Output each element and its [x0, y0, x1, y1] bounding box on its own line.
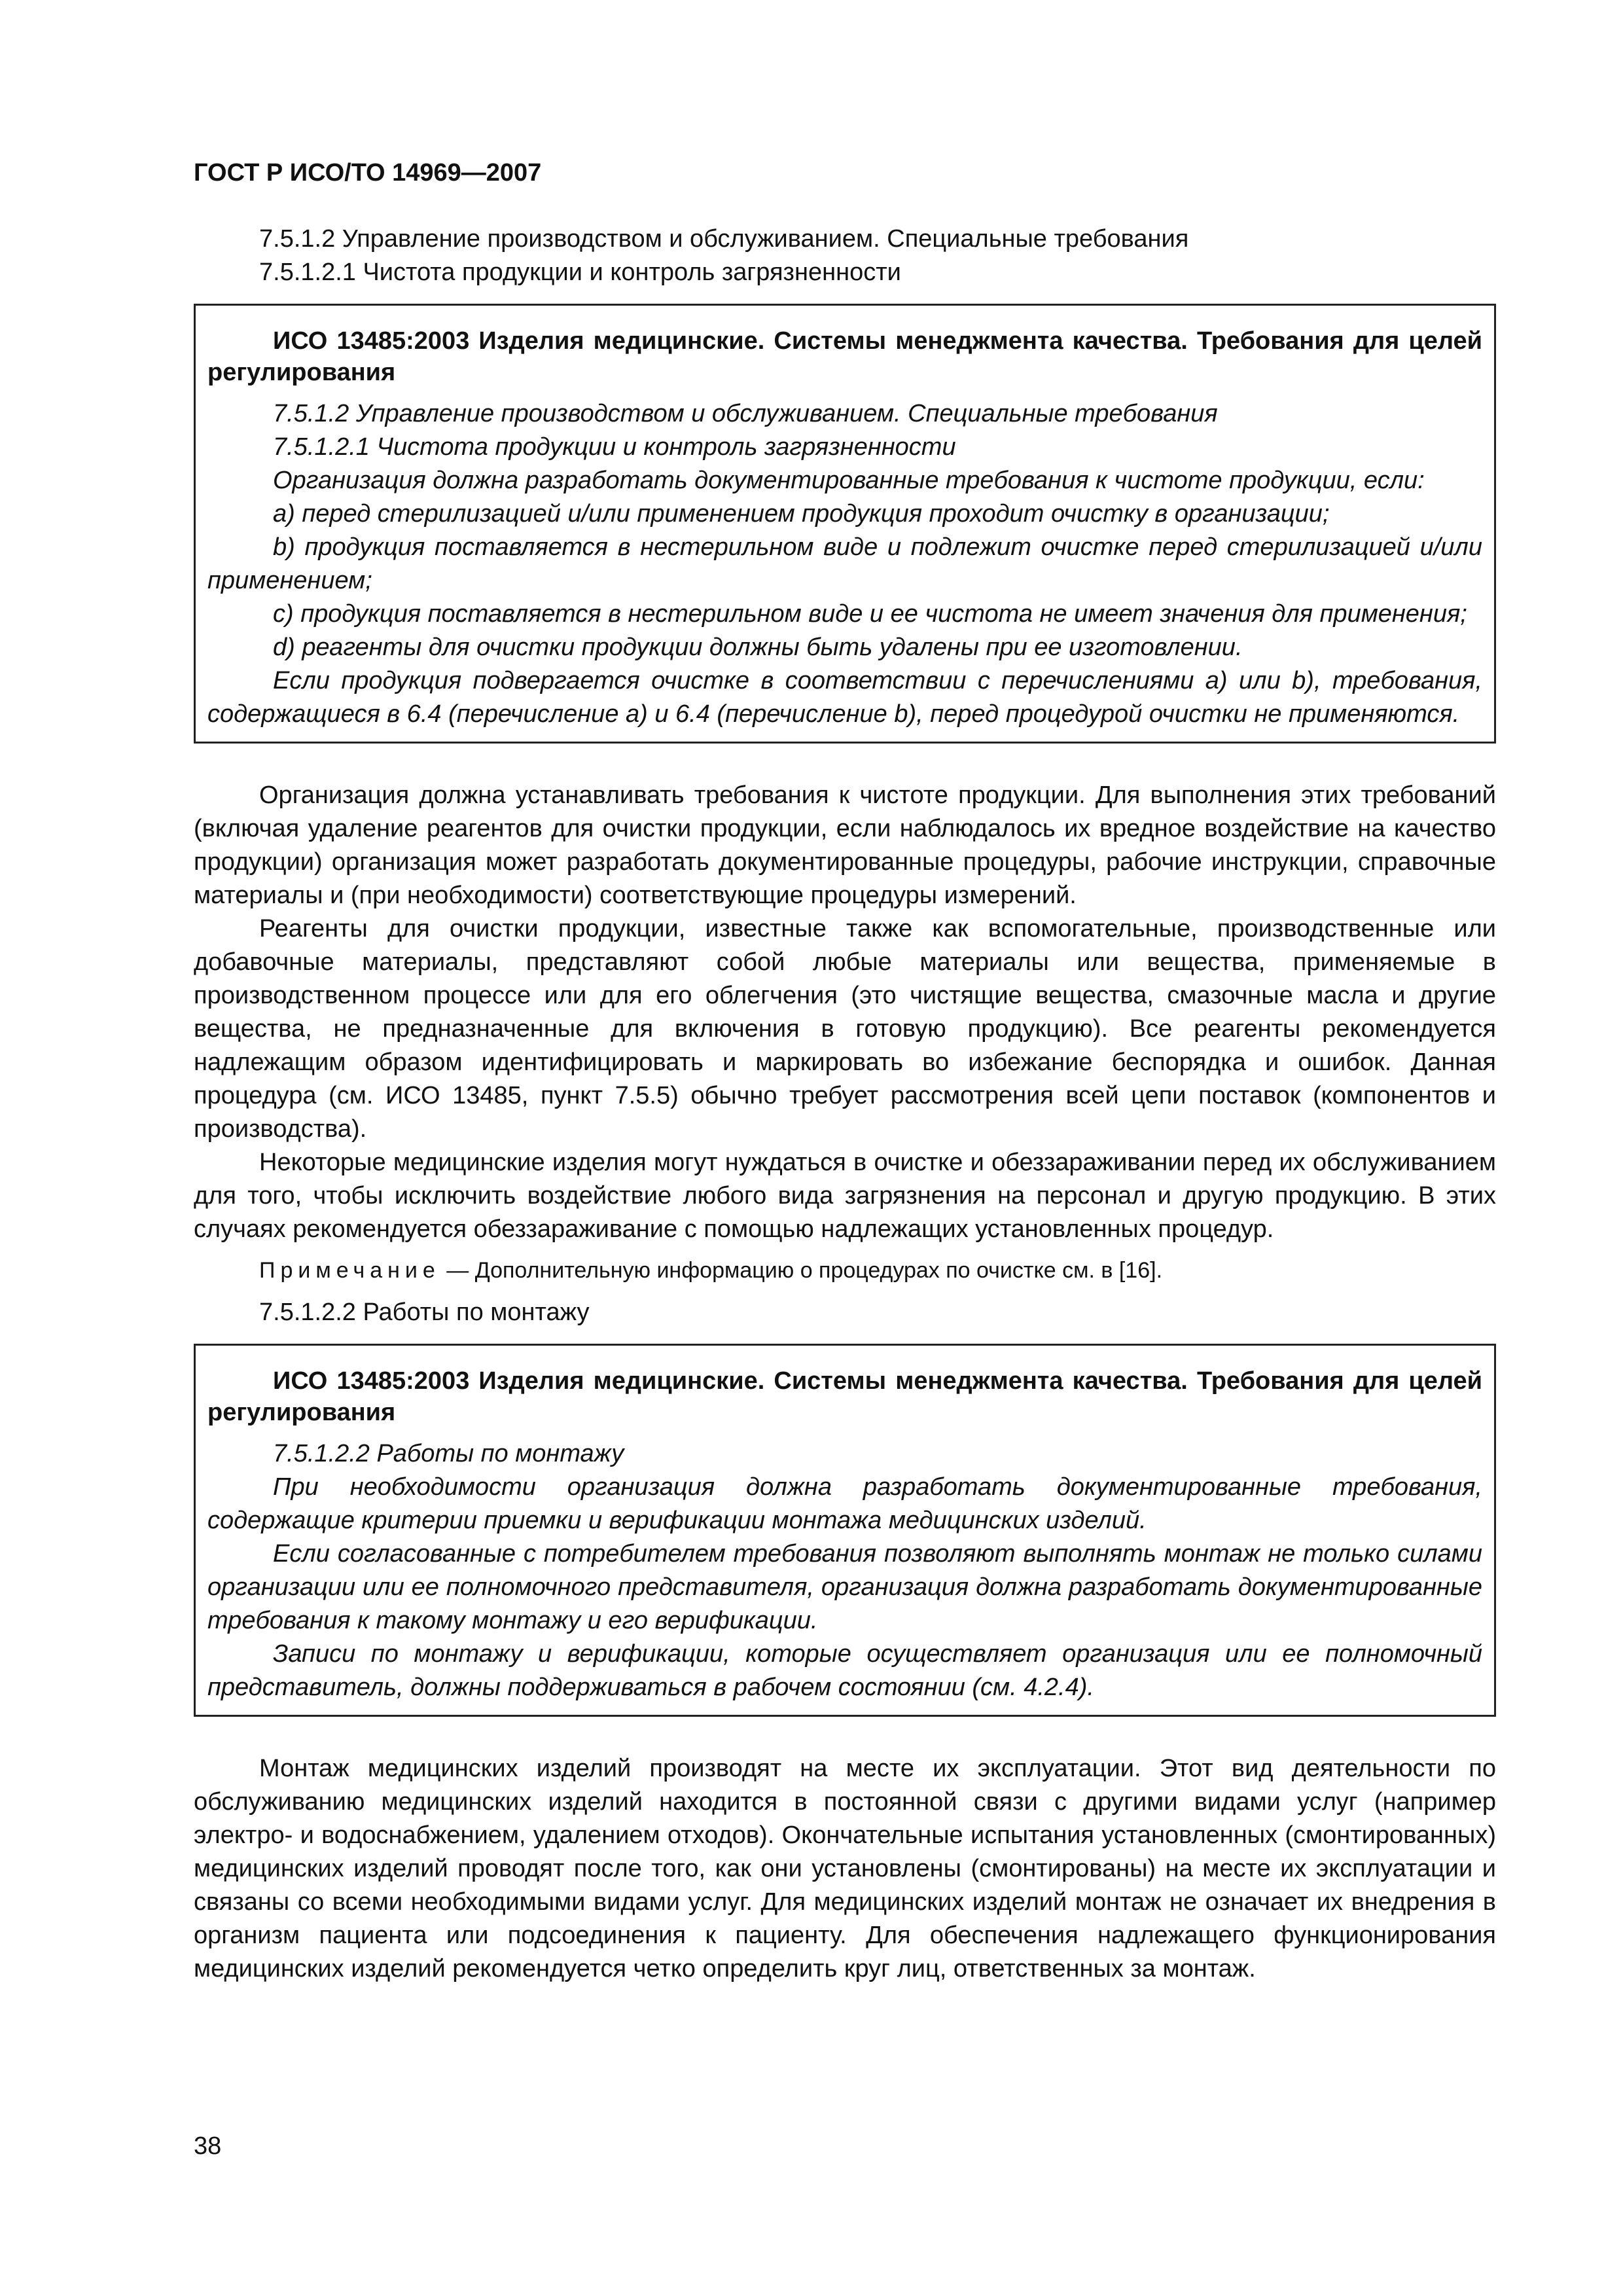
subsection-heading: 7.5.1.2.1 Чистота продукции и контроль загрязненности: [259, 259, 901, 286]
note: [194, 1255, 1496, 1285]
box-line: Записи по монтажу и верификации, которые осуществляет организация или ее полномочный представитель, должны поддерживаться в рабочем состоянии (см. 4.2.4).: [207, 1640, 1482, 1701]
box-list-item: b) продукция поставляется в нестерильном виде и подлежит очистке перед стерилизацией и/или применением;: [207, 533, 1482, 594]
quoted-standard-box-1: [194, 304, 1496, 744]
box-list-item: a) перед стерилизацией и/или применением продукция проходит очистку в организации;: [273, 500, 1330, 528]
quoted-standard-title: ИСО 13485:2003 Изделия медицинские. Системы менеджмента качества. Требования для целей регулирования: [207, 1367, 1482, 1426]
note-label: Примечание: [259, 1258, 440, 1283]
subsection-heading-2: 7.5.1.2.2 Работы по монтажу: [259, 1299, 590, 1326]
box-line: 7.5.1.2.2 Работы по монтажу: [273, 1440, 624, 1467]
box-line: Если продукция подвергается очистке в соответствии с перечислениями a) или b), требования, содержащиеся в 6.4 (перечисление a) и 6.4 (перечисление b), перед процедурой очистки не применяются.: [207, 667, 1482, 728]
body-text-1: [194, 779, 1496, 1246]
box-line: Если согласованные с потребителем требования позволяют выполнять монтаж не только силами организации или ее полномочного представителя, организация должна разработать документированные требования к такому монтажу и его верификации.: [207, 1540, 1482, 1634]
quoted-standard-title: ИСО 13485:2003 Изделия медицинские. Системы менеджмента качества. Требования для целей регулирования: [207, 327, 1482, 386]
document-page: [194, 157, 1496, 1986]
box-line: При необходимости организация должна разработать документированные требования, содержащие критерии приемки и верификации монтажа медицинских изделий.: [207, 1473, 1482, 1534]
box-list-item: c) продукция поставляется в нестерильном виде и ее чистота не имеет значения для применения;: [273, 600, 1467, 628]
body-text-2: [194, 1752, 1496, 1986]
note-text: — Дополнительную информацию о процедурах по очистке см. в [16].: [446, 1258, 1163, 1283]
body-paragraph: Монтаж медицинских изделий производят на месте их эксплуатации. Этот вид деятельности по обслуживанию медицинских изделий находится в постоянной связи с другими видами услуг (например электро- и водоснабжением, удалением отходов). Окончательные испытания установленных (смонтированных) медицинских изделий проводят после того, как они установлены (смонтированы) на месте их эксплуатации и связаны со всеми необходимыми видами услуг. Для медицинских изделий монтаж не означает их внедрения в организм пациента или подсоединения к пациенту. Для обеспечения надлежащего функционирования медицинских изделий рекомендуется четко определить круг лиц, ответственных за монтаж.: [194, 1755, 1496, 1982]
body-paragraph: Некоторые медицинские изделия могут нуждаться в очистке и обеззараживании перед их обслуживанием для того, чтобы исключить воздействие любого вида загрязнения на персонал и другую продукцию. В этих случаях рекомендуется обеззараживание с помощью надлежащих установленных процедур.: [194, 1149, 1496, 1243]
page-number: 38: [194, 2132, 222, 2160]
body-paragraph: Организация должна устанавливать требования к чистоте продукции. Для выполнения этих требований (включая удаление реагентов для очистки продукции, если наблюдалось их вредное воздействие на качество продукции) организация может разработать документированные процедуры, рабочие инструкции, справочные материалы и (при необходимости) соответствующие процедуры измерений.: [194, 781, 1496, 909]
box-list-item: d) реагенты для очистки продукции должны быть удалены при ее изготовлении.: [273, 634, 1243, 661]
box-line: 7.5.1.2.1 Чистота продукции и контроль загрязненности: [273, 433, 956, 461]
document-header: ГОСТ Р ИСО/ТО 14969—2007: [194, 159, 542, 187]
box-line: 7.5.1.2 Управление производством и обслуживанием. Специальные требования: [273, 400, 1218, 427]
quoted-standard-box-2: [194, 1344, 1496, 1717]
body-paragraph: Реагенты для очистки продукции, известные также как вспомогательные, производственные или добавочные материалы, представляют собой любые материалы или вещества, применяемые в производственном процессе или для его облегчения (это чистящие вещества, смазочные масла и другие вещества, не предназначенные для включения в готовую продукцию). Все реагенты рекомендуется надлежащим образом идентифицировать и маркировать во избежание беспорядка и ошибок. Данная процедура (см. ИСО 13485, пункт 7.5.5) обычно требует рассмотрения всей цепи поставок (компонентов и производства).: [194, 915, 1496, 1143]
box-line: Организация должна разработать документированные требования к чистоте продукции, если:: [273, 467, 1425, 494]
intro-headings: [194, 223, 1496, 289]
section-heading: 7.5.1.2 Управление производством и обслуживанием. Специальные требования: [259, 225, 1189, 253]
